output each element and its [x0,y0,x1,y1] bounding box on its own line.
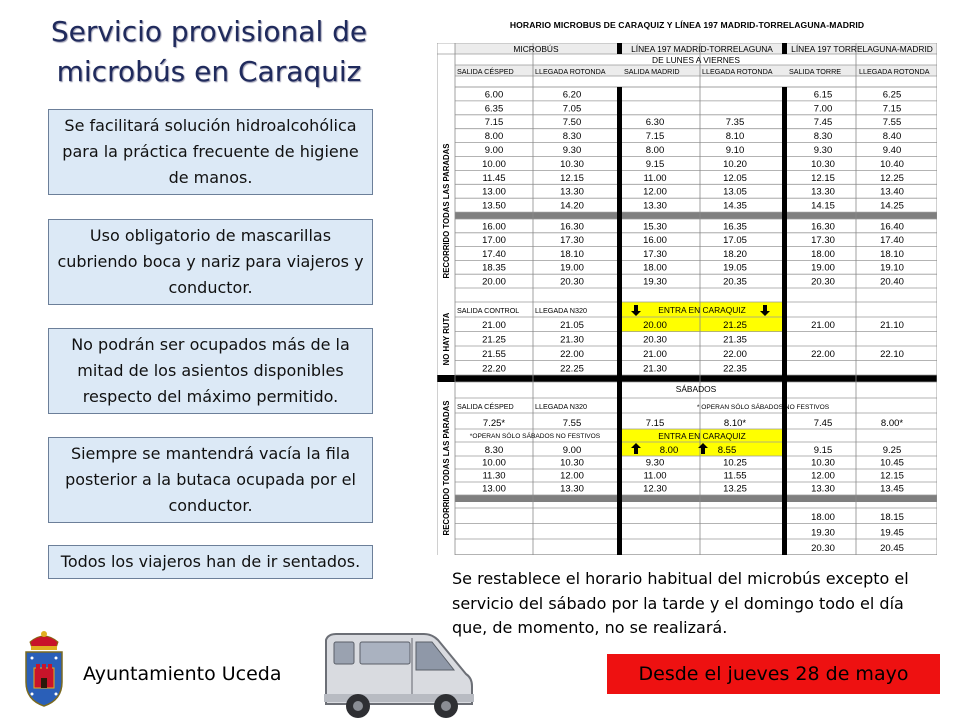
sat-afternoon-cell: 18.15 [880,512,904,523]
group-linea-mt: LÍNEA 197 MADRID-TORRELAGUNA [631,44,773,54]
weekday-cell: 7.15 [484,117,504,129]
weekday-afternoon-cell: 20.30 [560,276,584,288]
ayuntamiento-label: Ayuntamiento Uceda [83,663,282,685]
header-llegada-rotonda-3: LLEGADA ROTONDA [859,67,930,76]
control-cell: 22.25 [560,363,584,375]
weekday-cell: 9.30 [813,145,833,156]
sat-cell: 12.15 [880,470,904,482]
weekday-cell: 7.05 [562,103,582,115]
sat-cell: 13.00 [482,483,506,495]
sat-cell: 13.30 [811,483,835,495]
sat-cell: 10.25 [723,457,747,469]
divider-left-top [617,43,622,54]
sat-cell: 10.45 [880,457,904,469]
weekday-cell: 6.30 [645,117,665,129]
sat-afternoon-cell: 20.30 [811,543,835,554]
weekday-afternoon-cell: 17.00 [482,235,506,247]
sat-cell: 8.30 [484,445,504,456]
sat-cell: 13.25 [723,483,747,495]
lunes-viernes-label: DE LUNES A VIERNES [652,55,740,65]
divider-right-top [782,43,787,54]
control-cell: 21.10 [880,320,904,331]
sabados-label: SÁBADOS [675,384,717,394]
weekday-afternoon-cell: 18.00 [643,262,667,274]
notice-masks: Uso obligatorio de mascarillas cubriendo boca y nariz para viajeros y conductor. [48,219,373,305]
weekday-cell: 13.00 [482,186,506,198]
group-microbus: MICROBÚS [513,44,559,54]
weekday-afternoon-cell: 17.30 [643,248,667,260]
side-no-hay-ruta: NO HAY RUTA [442,312,451,366]
side-recorrido-sat: RECORRIDO TODAS LAS PARADAS [442,400,451,536]
sat-cell: 12.00 [560,470,584,482]
weekday-cell: 8.40 [882,131,902,143]
header-salida-control: SALIDA CONTROL [457,306,520,315]
header-llegada-rotonda-2: LLEGADA ROTONDA [702,67,773,76]
weekday-afternoon-cell: 16.30 [560,221,584,233]
weekday-afternoon-cell: 19.00 [811,262,835,274]
notice-hand-sanitizer: Se facilitará solución hidroalcohólica para la práctica frecuente de higiene de manos. [48,109,373,195]
weekday-cell: 8.30 [562,131,582,143]
weekday-cell: 11.00 [643,172,667,184]
entra-caraquiz-sat: ENTRA EN CARAQUIZ [658,431,746,441]
weekday-afternoon-cell: 17.40 [482,248,506,260]
sat-cell: 7.25* [482,418,506,429]
control-cell: 21.35 [723,334,747,346]
weekday-cell: 6.20 [562,89,582,101]
header-salida-torre: SALIDA TORRE [789,67,842,76]
weekday-cell: 11.45 [482,172,506,184]
weekday-cell: 10.30 [811,158,835,170]
header-llegada-rotonda-1: LLEGADA ROTONDA [535,67,606,76]
coat-of-arms-icon [20,628,68,708]
weekday-afternoon-cell: 20.00 [482,276,506,288]
sat-cell: 11.55 [723,470,747,482]
weekday-cell: 13.05 [723,186,747,198]
weekday-afternoon-cell: 16.35 [723,221,747,233]
sat-afternoon-cell: 20.45 [880,543,904,554]
weekday-cell: 7.35 [725,117,745,129]
sat-cell: 12.30 [643,483,667,495]
weekday-afternoon-cell: 19.10 [880,262,904,274]
weekday-afternoon-cell: 18.10 [880,248,904,260]
sat-note-left: *OPERAN SÓLO SÁBADOS NO FESTIVOS [469,433,601,440]
weekday-cell: 9.40 [882,145,902,156]
weekday-cell: 14.15 [811,200,835,212]
control-cell: 22.00 [811,349,835,360]
sat-cell: 10.00 [482,457,506,469]
weekday-afternoon-cell: 20.35 [723,276,747,288]
separator-sat-afternoon [455,495,937,502]
page-title [28,12,390,92]
weekday-cell: 9.15 [645,158,665,170]
entra-caraquiz-weekday: ENTRA EN CARAQUIZ [658,305,746,315]
weekday-cell: 7.50 [562,117,582,129]
weekday-cell: 7.15 [882,103,902,115]
control-cell: 21.25 [482,334,506,346]
control-cell: 21.30 [643,363,667,375]
control-cell: 21.00 [482,320,506,331]
weekday-cell: 6.15 [813,89,833,101]
control-cell: 22.20 [482,363,506,375]
sat-cell: 7.15 [645,418,665,429]
weekday-cell: 13.50 [482,200,506,212]
header-salida-cesped: SALIDA CÉSPED [457,67,514,76]
control-cell: 22.10 [880,349,904,360]
sat-cell: 9.30 [645,457,665,469]
sat-cell: 10.30 [560,457,584,469]
weekday-cell: 7.55 [882,117,902,129]
weekday-cell: 6.25 [882,89,902,101]
sat-cell: 7.45 [813,418,833,429]
control-cell: 21.00 [811,320,835,331]
divider-left [617,87,622,555]
sat-cell: 13.45 [880,483,904,495]
sat-cell: 8.10* [723,418,747,429]
control-cell: 21.55 [482,349,506,360]
sat-cell: 9.00 [562,445,582,456]
weekday-cell: 7.00 [813,103,833,115]
schedule-table [437,43,937,555]
weekday-afternoon-cell: 17.40 [880,235,904,247]
control-cell: 21.30 [560,334,584,346]
sat-cell: 8.00 [659,445,679,456]
sat-cell: 13.30 [560,483,584,495]
weekday-cell: 12.00 [643,186,667,198]
weekday-cell: 10.20 [723,158,747,170]
separator-midday [455,212,937,219]
van-icon [320,628,480,720]
control-cell: 21.25 [723,320,747,331]
weekday-cell: 8.10 [725,131,745,143]
sat-cell: 12.00 [811,470,835,482]
weekday-afternoon-cell: 17.30 [560,235,584,247]
weekday-cell: 10.00 [482,158,506,170]
weekday-afternoon-cell: 20.40 [880,276,904,288]
weekday-afternoon-cell: 17.05 [723,235,747,247]
control-cell: 21.00 [643,349,667,360]
weekday-cell: 13.30 [643,200,667,212]
sat-cell: 9.15 [813,445,833,456]
weekday-cell: 8.00 [645,145,665,156]
weekday-afternoon-cell: 19.05 [723,262,747,274]
notice-empty-row: Siempre se mantendrá vacía la fila posterior a la butaca ocupada por el conductor. [48,437,373,523]
weekday-cell: 10.40 [880,158,904,170]
weekday-cell: 13.30 [560,186,584,198]
weekday-afternoon-cell: 19.00 [560,262,584,274]
header-sat-salida-cesped: SALIDA CÉSPED [457,402,514,411]
weekday-cell: 9.30 [562,145,582,156]
weekday-afternoon-cell: 17.30 [811,235,835,247]
sat-cell: 7.55 [562,418,582,429]
separator-sabados [437,375,937,382]
sat-afternoon-cell: 19.30 [811,527,835,539]
weekday-afternoon-cell: 18.20 [723,248,747,260]
desde-banner: Desde el jueves 28 de mayo [607,654,940,694]
notice-half-seats: No podrán ser ocupados más de la mitad de los asientos disponibles respecto del máximo permitido. [48,328,373,414]
weekday-cell: 14.35 [723,200,747,212]
schedule-title: HORARIO MICROBUS DE CARAQUIZ Y LÍNEA 197 MADRID-TORRELAGUNA-MADRID [509,20,865,30]
weekday-cell: 7.45 [813,117,833,129]
weekday-cell: 8.00 [484,131,504,143]
weekday-afternoon-cell: 18.00 [811,248,835,260]
weekday-afternoon-cell: 16.00 [482,221,506,233]
control-cell: 22.00 [560,349,584,360]
weekday-afternoon-cell: 15.30 [643,221,667,233]
weekday-cell: 12.25 [880,172,904,184]
weekday-afternoon-cell: 20.30 [811,276,835,288]
group-linea-tm: LÍNEA 197 TORRELAGUNA-MADRID [791,44,933,54]
weekday-afternoon-cell: 16.00 [643,235,667,247]
title-line-2: microbús en Caraquiz [56,55,362,88]
sat-afternoon-cell: 18.00 [811,512,835,523]
title-line-1: Servicio provisional de [50,15,368,48]
weekday-cell: 12.15 [560,172,584,184]
weekday-afternoon-cell: 19.30 [643,276,667,288]
sat-cell: 10.30 [811,457,835,469]
control-cell: 21.05 [560,320,584,331]
weekday-cell: 14.20 [560,200,584,212]
weekday-afternoon-cell: 18.35 [482,262,506,274]
side-recorrido-weekday: RECORRIDO TODAS LAS PARADAS [442,143,451,279]
weekday-cell: 9.00 [484,145,504,156]
weekday-cell: 13.30 [811,186,835,198]
weekday-cell: 14.25 [880,200,904,212]
weekday-cell: 10.30 [560,158,584,170]
header-llegada-n320: LLEGADA N320 [535,306,587,315]
control-cell: 20.30 [643,334,667,346]
notice-seated: Todos los viajeros han de ir sentados. [48,545,373,579]
sat-note-right: * OPERAN SÓLO SÁBADOS NO FESTIVOS [696,404,830,411]
weekday-cell: 13.40 [880,186,904,198]
weekday-afternoon-cell: 16.40 [880,221,904,233]
weekday-cell: 8.30 [813,131,833,143]
sat-cell: 8.00* [880,418,904,429]
weekday-cell: 6.00 [484,89,504,101]
control-cell: 22.35 [723,363,747,375]
weekday-afternoon-cell: 18.10 [560,248,584,260]
control-cell: 20.00 [643,320,667,331]
divider-right [782,87,787,555]
weekday-afternoon-cell: 16.30 [811,221,835,233]
grid-lines [437,43,937,555]
weekday-cell: 12.05 [723,172,747,184]
weekday-cell: 6.35 [484,103,504,115]
weekday-cell: 9.10 [725,145,745,156]
sat-afternoon-cell: 19.45 [880,527,904,539]
control-cell: 22.00 [723,349,747,360]
header-salida-madrid: SALIDA MADRID [624,67,680,76]
header-sat-llegada-n320: LLEGADA N320 [535,402,587,411]
weekday-cell: 7.15 [645,131,665,143]
sat-cell: 11.00 [643,470,667,482]
sat-cell: 9.25 [882,445,902,456]
sat-cell: 11.30 [482,470,506,482]
weekday-cell: 12.15 [811,172,835,184]
restablece-text: Se restablece el horario habitual del microbús excepto el servicio del sábado por la tarde y el domingo todo el día que, de momento, no se realizará. [452,569,909,637]
sat-cell: 8.55 [717,445,737,456]
